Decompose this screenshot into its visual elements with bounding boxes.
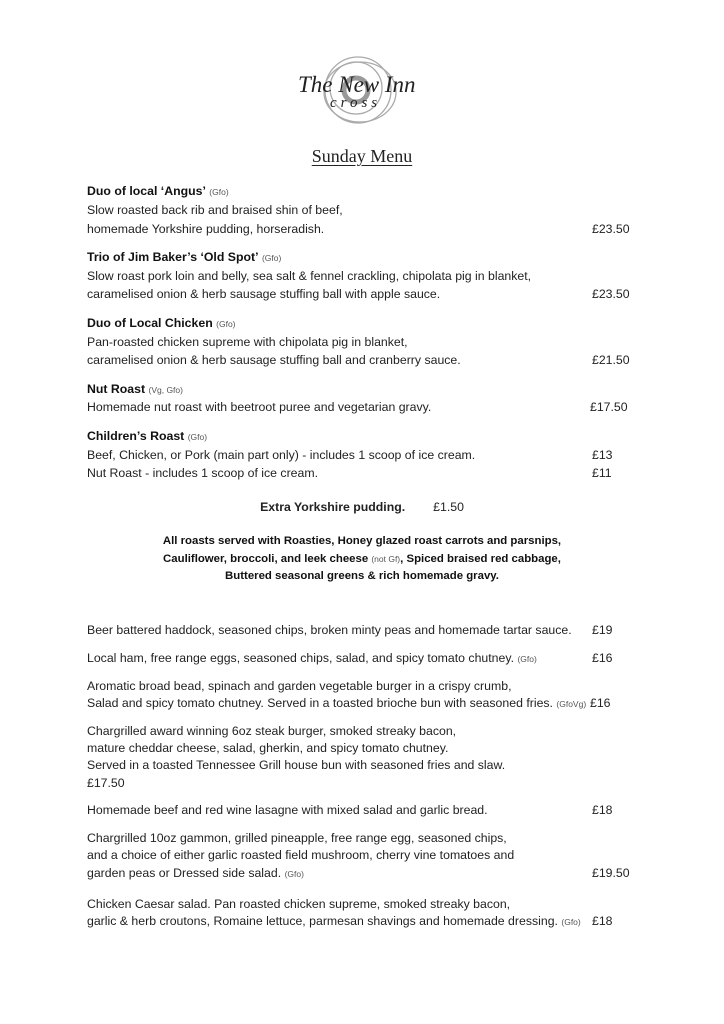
diet-tag: (Gfo) <box>209 187 229 197</box>
diet-tag: (Gfo) <box>517 653 537 664</box>
item-description: Salad and spicy tomato chutney. Served in a toasted brioche bun with seasoned fries. <box>87 695 553 710</box>
item-description: Chargrilled award winning 6oz steak burger, smoked streaky bacon, <box>87 723 457 738</box>
menu-item <box>87 678 647 713</box>
item-description: Slow roast pork loin and belly, sea salt & fennel crackling, chipolata pig in blanket, <box>87 268 532 283</box>
extra-label: Extra Yorkshire pudding. <box>260 500 406 514</box>
page-title: Sunday Menu <box>311 146 413 166</box>
item-price: £19.50 <box>592 865 630 880</box>
extra-yorkshire <box>0 500 724 514</box>
item-description: Chargrilled 10oz gammon, grilled pineapple, free range egg, seasoned chips, <box>87 831 507 846</box>
item-description: Beer battered haddock, seasoned chips, broken minty peas and homemade tartar sauce. <box>87 623 572 637</box>
menu-item <box>87 830 647 882</box>
menu-item <box>87 802 647 819</box>
item-price: £16 <box>592 650 613 665</box>
logo <box>290 52 430 132</box>
diet-tag: (Gfo) <box>561 917 581 928</box>
note-line: Buttered seasonal greens & rich homemade gravy. <box>225 570 499 582</box>
item-price: £19 <box>592 623 613 637</box>
item-description: Served in a toasted Tennessee Grill house bun with seasoned fries and slaw. <box>87 758 506 773</box>
menu-item <box>87 650 647 667</box>
item-description: Slow roasted back rib and braised shin of beef, <box>87 202 343 217</box>
item-name: Children’s Roast <box>87 428 185 443</box>
menu-item <box>87 723 647 792</box>
menu-item <box>87 427 647 483</box>
note-line: All roasts served with Roasties, Honey glazed roast carrots and parsnips, <box>162 535 562 547</box>
item-description: garlic & herb croutons, Romaine lettuce, parmesan shavings and homemade dressing. <box>87 914 558 929</box>
item-description: caramelised onion & herb sausage stuffing ball and cranberry sauce. <box>87 353 461 368</box>
item-name: Duo of Local Chicken <box>87 315 213 330</box>
diet-tag: (Gfo) <box>187 431 208 442</box>
item-description: Beef, Chicken, or Pork (main part only) - includes 1 scoop of ice cream. <box>87 447 476 462</box>
item-price: £13 <box>592 447 613 462</box>
item-name: Trio of Jim Baker’s ‘Old Spot’ <box>87 249 259 264</box>
item-description: caramelised onion & herb sausage stuffing ball with apple sauce. <box>87 287 441 302</box>
menu-item <box>87 314 647 370</box>
item-description: mature cheddar cheese, salad, gherkin, and spicy tomato chutney. <box>87 740 449 755</box>
item-description: Local ham, free range eggs, seasoned chips, salad, and spicy tomato chutney. <box>87 650 515 665</box>
diet-tag: (GfoVg) <box>556 698 587 709</box>
roast-section <box>87 182 647 493</box>
item-price: £17.50 <box>87 775 125 790</box>
item-price: £16 <box>590 695 611 710</box>
item-price: £21.50 <box>592 353 630 368</box>
menu-item <box>87 896 647 931</box>
diet-tag: (Gfo) <box>284 868 304 879</box>
item-price: £18 <box>592 803 613 818</box>
item-description: Pan-roasted chicken supreme with chipolata pig in blanket, <box>87 334 408 349</box>
logo-subtitle: cross <box>330 95 382 111</box>
roast-accompaniments-note <box>0 533 724 586</box>
item-description: Aromatic broad bead, spinach and garden vegetable burger in a crispy crumb, <box>87 678 512 693</box>
menu-item <box>87 248 647 304</box>
diet-tag: (Gfo) <box>216 318 236 329</box>
item-name: Nut Roast <box>87 381 146 396</box>
extra-price: £1.50 <box>433 500 464 514</box>
item-description: homemade Yorkshire pudding, horseradish. <box>87 221 325 236</box>
item-price: £23.50 <box>592 287 630 302</box>
item-price: £11 <box>592 466 612 481</box>
item-price: £17.50 <box>590 400 628 415</box>
menu-item <box>87 182 647 238</box>
item-description: Homemade nut roast with beetroot puree and vegetarian gravy. <box>87 400 432 415</box>
item-name: Duo of local ‘Angus’ <box>87 184 206 198</box>
diet-tag: (Gfo) <box>261 252 282 263</box>
item-description: Nut Roast - includes 1 scoop of ice cream. <box>87 466 319 481</box>
item-price: £18 <box>592 914 613 929</box>
item-description: garden peas or Dressed side salad. <box>87 865 282 880</box>
item-description: Homemade beef and red wine lasagne with mixed salad and garlic bread. <box>87 803 488 818</box>
note-line: Cauliflower, broccoli, and leek cheese (not Gf), Spiced braised red cabbage, <box>163 552 561 565</box>
menu-item <box>87 380 647 418</box>
diet-tag: (Vg, Gfo) <box>148 384 183 395</box>
menu-item <box>87 622 647 639</box>
item-description: and a choice of either garlic roasted field mushroom, cherry vine tomatoes and <box>87 848 515 863</box>
item-description: Chicken Caesar salad. Pan roasted chicken supreme, smoked streaky bacon, <box>87 897 511 912</box>
logo-name: The New Inn <box>298 72 416 97</box>
mains-section <box>87 622 647 941</box>
item-price: £23.50 <box>592 221 630 236</box>
